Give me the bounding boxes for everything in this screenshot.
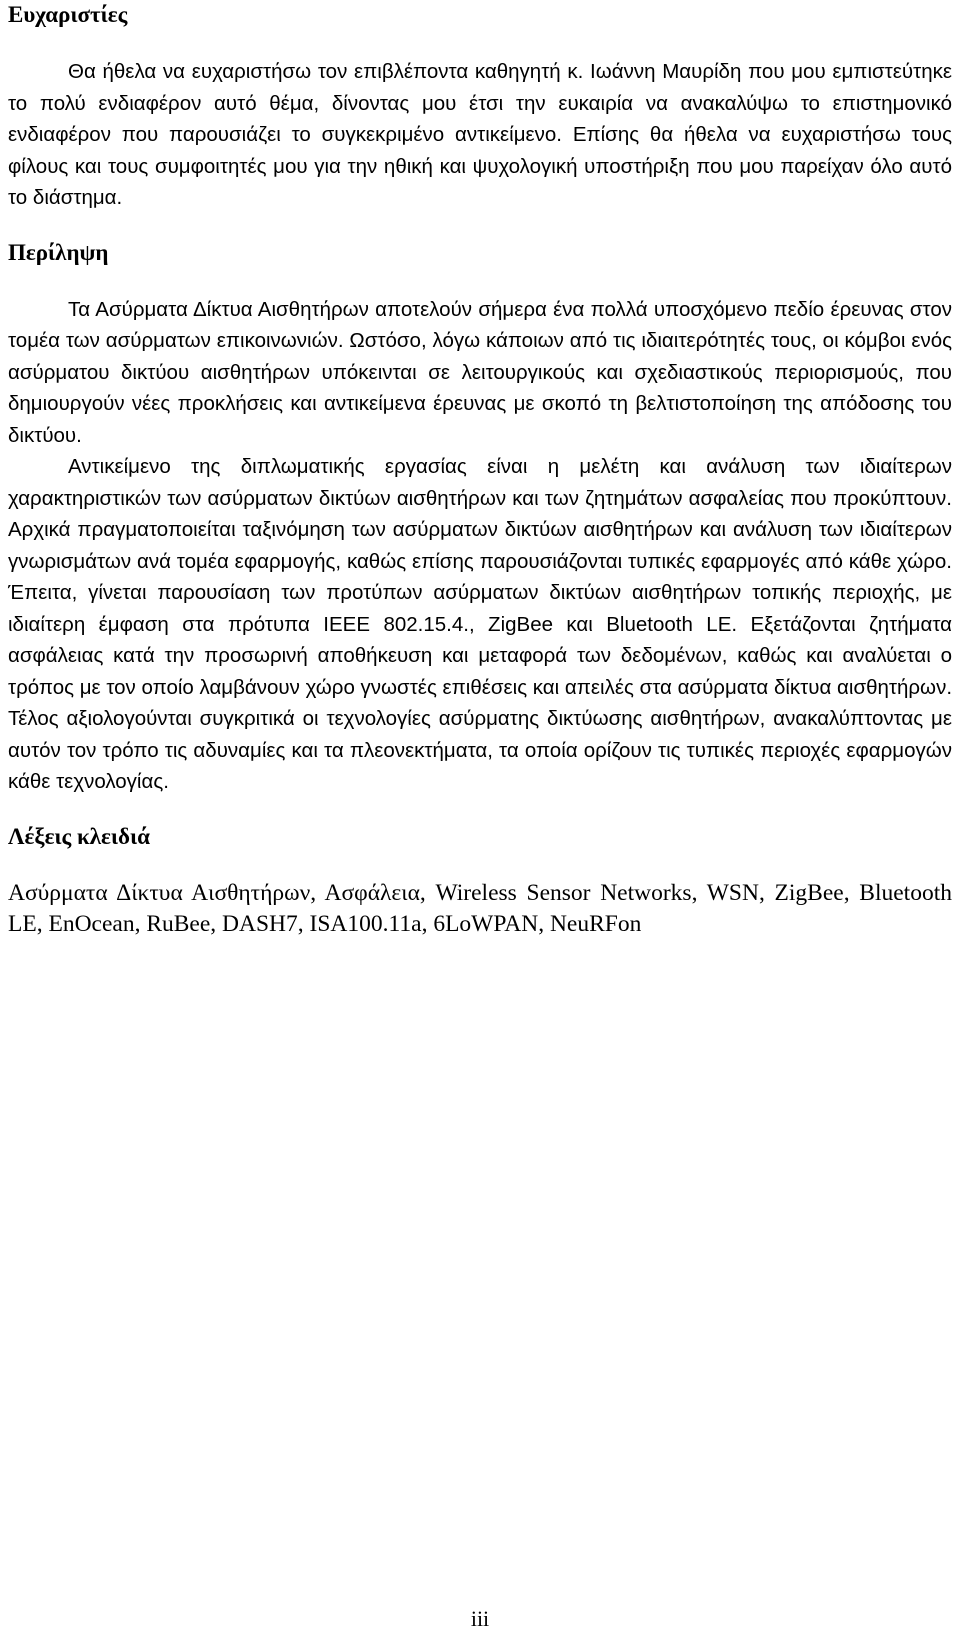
acknowledgements-heading: Ευχαριστίες <box>8 2 128 27</box>
acknowledgements-paragraph: Θα ήθελα να ευχαριστήσω τον επιβλέποντα καθηγητή κ. Ιωάννη Μαυρίδη που μου εμπιστεύτηκε το πολύ ενδιαφέρον αυτό θέμα, δίνοντας μου έτσι την ευκαιρία να ανακαλύψω το επιστημονικό ενδιαφέρον που παρουσιάζει το συγκεκριμένο αντικείμενο. Επίσης θα ήθελα να ευχαριστήσω τους φίλους και τους συμφοιτητές μου για την ηθική και ψυχολογική υποστήριξη που μου παρείχαν όλο αυτό το διάστημα. <box>8 60 952 209</box>
keywords-list: Ασύρματα Δίκτυα Αισθητήρων, Ασφάλεια, Wireless Sensor Networks, WSN, ZigBee, Bluetooth LE, EnOcean, RuBee, DASH7, ISA100.11a, 6LoWPAN, NeuRFon <box>8 879 952 937</box>
page-number: iii <box>470 1606 490 1631</box>
abstract-paragraph-1: Τα Ασύρματα Δίκτυα Αισθητήρων αποτελούν σήμερα ένα πολλά υποσχόμενο πεδίο έρευνας στον τομέα των ασύρματων επικοινωνιών. Ωστόσο, λόγω κάποιων από τις ιδιαιτερότητές τους, οι κόμβοι ενός ασύρματου δικτύου αισθητήρων υπόκεινται σε λειτουργικούς και σχεδιαστικούς περιορισμούς, που δημιουργούν νέες προκλήσεις και αντικείμενα έρευνας με σκοπό τη βελτιστοποίηση της απόδοσης του δικτύου. <box>8 297 952 447</box>
keywords-section <box>8 822 952 940</box>
keywords-heading: Λέξεις κλειδιά <box>8 823 150 849</box>
abstract-paragraph-2: Αντικείμενο της διπλωματικής εργασίας είναι η μελέτη και ανάλυση των ιδιαίτερων χαρακτηριστικών των ασύρματων δικτύων αισθητήρων και των ζητημάτων ασφαλείας που προκύπτουν. Αρχικά πραγματοποιείται ταξινόμηση των ασύρματων δικτύων αισθητήρων και ανάλυση των ιδιαίτερων γνωρισμάτων ανά τομέα εφαρμογής, καθώς επίσης παρουσιάζονται τυπικές εφαρμογές από κάθε χώρο. Έπειτα, γίνεται παρουσίαση των προτύπων ασύρματων δικτύων αισθητήρων τοπικής περιοχής, με ιδιαίτερη έμφαση στα πρότυπα IEEE 802.15.4., ZigBee και Bluetooth LE. Εξετάζονται ζητήματα ασφάλειας κατά την προσωρινή αποθήκευση και μεταφορά των δεδομένων, καθώς και αναλύεται ο τρόπος με τον οποίο λαμβάνουν χώρο γνωστές επιθέσεις και απειλές στα ασύρματα δίκτυα αισθητήρων. Τέλος αξιολογούνται συγκριτικά οι τεχνολογίες ασύρματης δικτύωσης αισθητήρων, ανακαλύπτοντας με αυτόν τον τρόπο τις αδυναμίες και τα πλεονεκτήματα, τα οποία ορίζουν τις τυπικές περιοχές εφαρμογών κάθε τεχνολογίας. <box>8 455 953 793</box>
acknowledgements-section <box>8 0 952 214</box>
abstract-section <box>8 238 952 798</box>
abstract-heading: Περίληψη <box>8 239 109 265</box>
document-page <box>8 0 952 940</box>
